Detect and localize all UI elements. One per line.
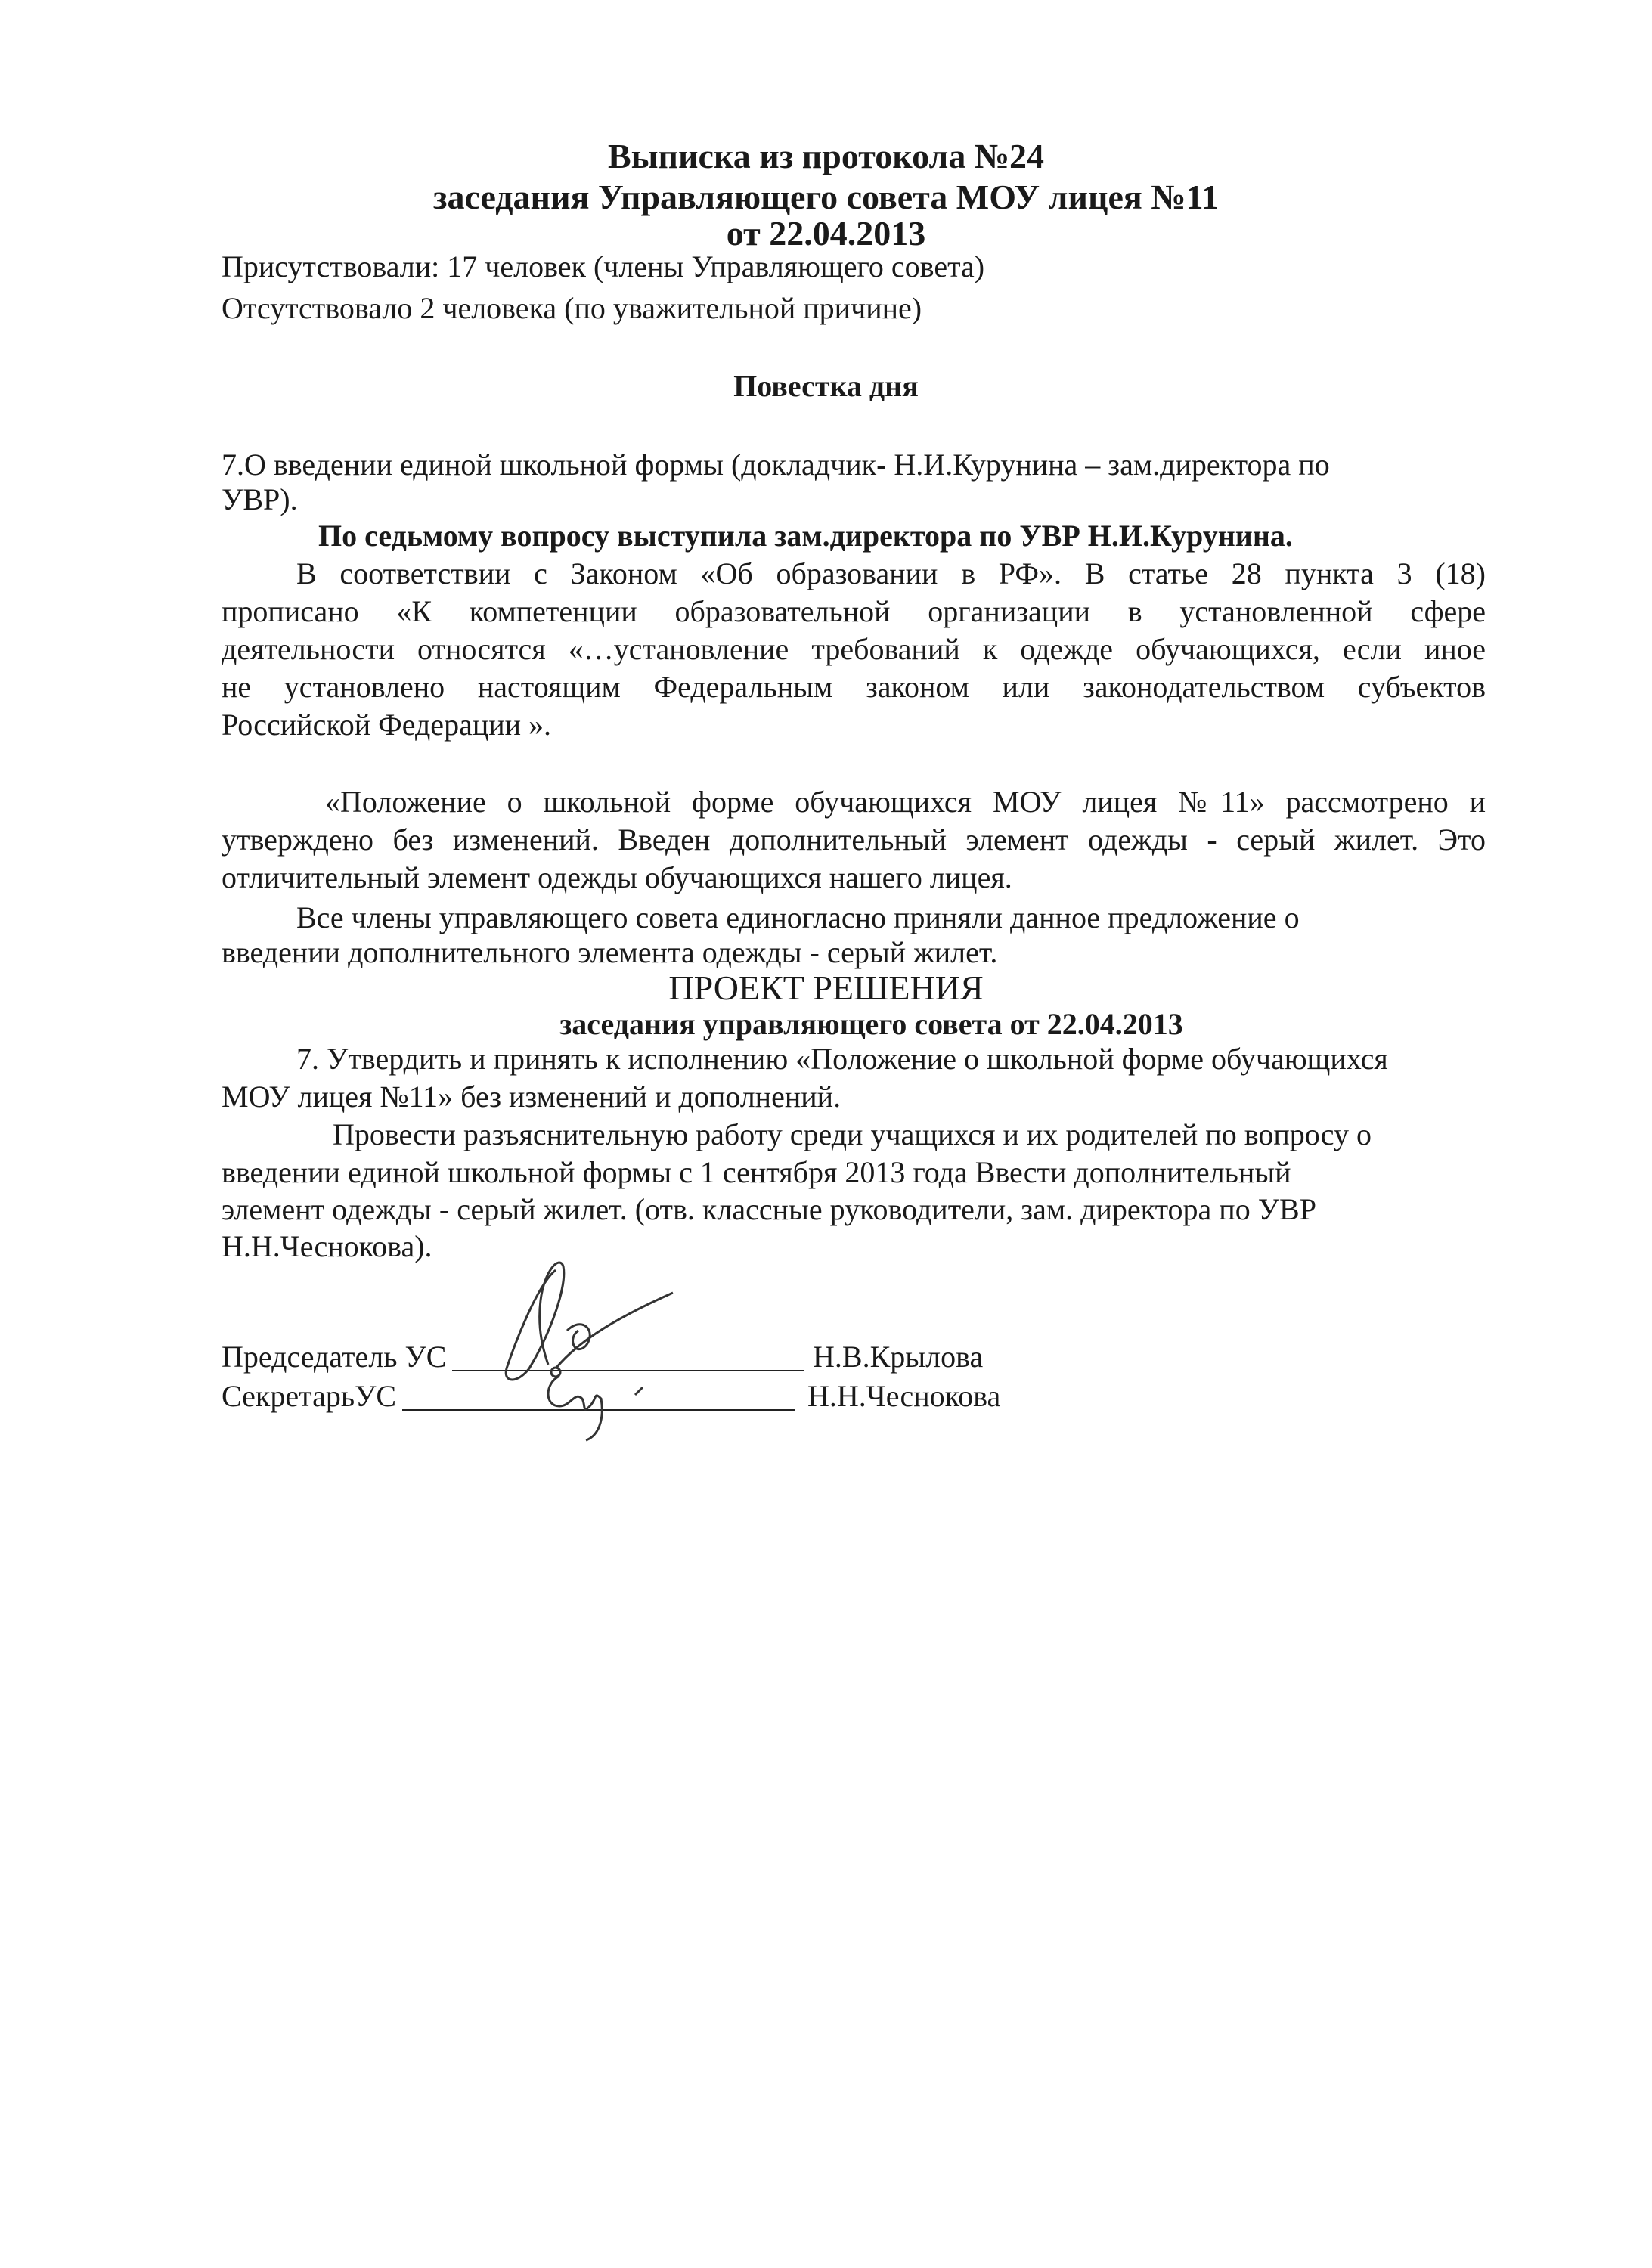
text-line: «Положение о школьной форме обучающихся МОУ лицея №11» рассмотрено и [325,785,1486,819]
text-line: прописано «К компетенции образовательной организации в установленной сфере [222,594,1486,628]
text-line: отличительный элемент одежды обучающихся нашего лицея. [222,860,1012,894]
agenda-item-line: 7.О введении единой школьной формы (докладчик- Н.И.Курунина – зам.директора по [222,448,1330,482]
speaker-line: По седьмому вопросу выступила зам.директора по УВР Н.И.Курунина. [318,519,1293,553]
text-line: Российской Федерации ». [222,708,552,742]
text-line: утверждено без изменений. Введен дополнительный элемент одежды - серый жилет. Это [222,823,1486,857]
agenda-heading: Повестка дня [733,369,919,403]
secretary-name: Н.Н.Чеснокова [807,1379,1001,1413]
text-line: Все члены управляющего совета единогласно приняли данное предложение о [296,900,1300,934]
document-subtitle: заседания Управляющего совета МОУ лицея №11 [433,178,1219,216]
document-date: от 22.04.2013 [726,214,926,253]
attendance-present: Присутствовали: 17 человек (члены Управляющего совета) [222,249,985,284]
attendance-absent: Отсутствовало 2 человека (по уважительной причине) [222,291,922,325]
secretary-signature-image [529,1353,680,1444]
text-line: Провести разъяснительную работу среди учащихся и их родителей по вопросу о [333,1117,1372,1151]
document-title: Выписка из протокола №24 [607,137,1045,175]
text-line: не установлено настоящим Федеральным законом или законодательством субъектов [222,670,1486,704]
chair-name: Н.В.Крылова [813,1340,984,1374]
text-line: введении единой школьной формы с 1 сентября 2013 года Ввести дополнительный [222,1155,1291,1189]
text-line: введении дополнительного элемента одежды - серый жилет. [222,935,998,969]
text-line: 7. Утвердить и принять к исполнению «Положение о школьной форме обучающихся [296,1042,1388,1076]
text-line: Н.Н.Чеснокова). [222,1229,432,1263]
decision-heading: ПРОЕКТ РЕШЕНИЯ [668,968,984,1007]
text-line: деятельности относятся «…установление требований к одежде обучающихся, если иное [222,632,1486,666]
text-line: МОУ лицея №11» без изменений и дополнений. [222,1080,841,1114]
agenda-item-line: УВР). [222,482,298,516]
decision-subheading: заседания управляющего совета от 22.04.2013 [559,1007,1183,1041]
secretary-label: СекретарьУС [222,1379,397,1413]
text-line: элемент одежды - серый жилет. (отв. классные руководители, зам. директора по УВР [222,1192,1316,1226]
chair-label: Председатель УС [222,1340,447,1374]
text-line: В соответствии с Законом «Об образовании в РФ». В статье 28 пункта 3 (18) [296,556,1486,590]
